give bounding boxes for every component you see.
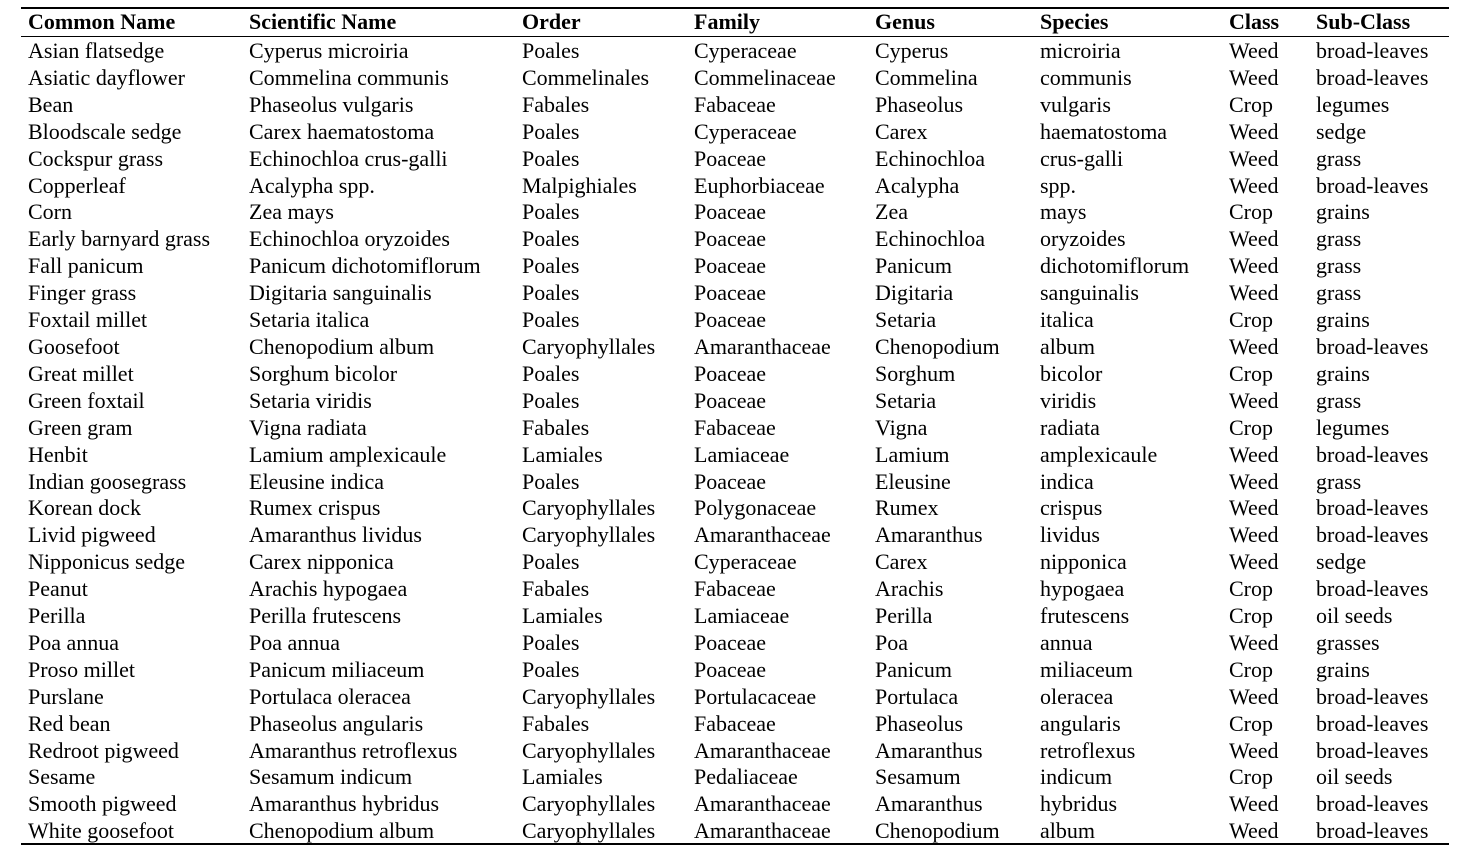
table-cell: Green gram [28, 414, 133, 440]
table-cell: Cyperus [875, 38, 949, 63]
table-cell: Caryophyllales [522, 791, 656, 817]
table-row [21, 818, 1449, 845]
table-cell: microiria [1040, 38, 1121, 63]
table-cell: Amaranthaceae [694, 737, 831, 763]
table-cell: Poales [522, 387, 580, 413]
table-cell: legumes [1316, 414, 1390, 440]
table-cell: Panicum [875, 253, 952, 279]
table-row [21, 711, 1449, 738]
table-cell: Redroot pigweed [28, 737, 179, 763]
table-cell: Caryophyllales [522, 737, 656, 763]
table-cell: Lamiales [522, 603, 603, 629]
table-cell: Acalypha [875, 172, 960, 198]
table-cell: Eleusine indica [249, 468, 385, 494]
table-cell: Poales [522, 253, 580, 279]
table-cell: Crop [1229, 199, 1273, 225]
table-cell: indicum [1040, 764, 1113, 790]
table-cell: Livid pigweed [28, 522, 156, 548]
table-cell: Echinochloa crus-galli [249, 145, 448, 171]
table-cell: Commelinales [522, 64, 650, 90]
table-row [21, 36, 1449, 65]
table-cell: Fabales [522, 576, 590, 602]
table-cell: Poaceae [694, 145, 767, 171]
table-cell: Copperleaf [28, 172, 126, 198]
table-cell: Perilla frutescens [249, 603, 402, 629]
table-cell: Caryophyllales [522, 522, 656, 548]
table-row [21, 334, 1449, 361]
table-cell: indica [1040, 468, 1094, 494]
table-cell: Sorghum [875, 360, 956, 386]
table-cell: sedge [1316, 549, 1367, 575]
table-cell: Setaria viridis [249, 387, 372, 413]
table-row [21, 738, 1449, 765]
table-row [21, 199, 1449, 226]
table-cell: Early barnyard grass [28, 226, 211, 252]
table-cell: oleracea [1040, 683, 1114, 709]
table-cell: Poa annua [249, 629, 341, 655]
table-cell: haematostoma [1040, 118, 1168, 144]
table-cell: grasses [1316, 629, 1380, 655]
table-row [21, 415, 1449, 442]
table-cell: Poaceae [694, 656, 767, 682]
table-cell: Malpighiales [522, 172, 637, 198]
table-cell: grains [1316, 307, 1370, 333]
table-cell: legumes [1316, 91, 1390, 117]
table-cell: Vigna [875, 414, 928, 440]
table-cell: Sesame [28, 764, 96, 790]
table-cell: Panicum dichotomiflorum [249, 253, 481, 279]
column-header: Species [1040, 9, 1109, 34]
table-cell: Arachis [875, 576, 944, 602]
table-cell: sedge [1316, 118, 1367, 144]
table-cell: hypogaea [1040, 576, 1125, 602]
table-cell: broad-leaves [1316, 38, 1429, 63]
table-cell: broad-leaves [1316, 710, 1429, 736]
table-cell: oil seeds [1316, 764, 1393, 790]
table-cell: Crop [1229, 710, 1273, 736]
table-cell: Purslane [28, 683, 104, 709]
table-cell: lividus [1040, 522, 1100, 548]
table-cell: Crop [1229, 656, 1273, 682]
table-cell: Chenopodium [875, 333, 1000, 359]
table-cell: Weed [1229, 172, 1279, 198]
table-cell: miliaceum [1040, 656, 1133, 682]
table-cell: Weed [1229, 683, 1279, 709]
table-cell: Poales [522, 549, 580, 575]
table-cell: Lamium [875, 441, 950, 467]
table-header-row [21, 6, 1449, 36]
table-cell: vulgaris [1040, 91, 1111, 117]
table-cell: Amaranthaceae [694, 333, 831, 359]
table-cell: Caryophyllales [522, 495, 656, 521]
table-cell: Lamiaceae [694, 441, 790, 467]
table-cell: Polygonaceae [694, 495, 817, 521]
table-row [21, 495, 1449, 522]
table-cell: Weed [1229, 333, 1279, 359]
table-cell: Crop [1229, 603, 1273, 629]
table-cell: Amaranthus lividus [249, 522, 422, 548]
table-cell: Chenopodium album [249, 333, 435, 359]
table-cell: Perilla [28, 603, 86, 629]
table-cell: Weed [1229, 226, 1279, 252]
table-cell: Poaceae [694, 226, 767, 252]
column-header: Class [1229, 9, 1280, 34]
table-cell: Setaria italica [249, 307, 370, 333]
table-row [21, 764, 1449, 791]
table-cell: Fall panicum [28, 253, 144, 279]
table-cell: grass [1316, 387, 1362, 413]
table-cell: Weed [1229, 737, 1279, 763]
table-cell: broad-leaves [1316, 683, 1429, 709]
table-cell: sanguinalis [1040, 280, 1139, 306]
table-cell: angularis [1040, 710, 1121, 736]
table-cell: Setaria [875, 387, 937, 413]
table-cell: Weed [1229, 468, 1279, 494]
table-cell: mays [1040, 199, 1087, 225]
table-cell: Vigna radiata [249, 414, 367, 440]
table-row [21, 92, 1449, 119]
table-cell: Carex [875, 549, 928, 575]
table-cell: grains [1316, 360, 1370, 386]
table-cell: Finger grass [28, 280, 137, 306]
table-cell: Zea [875, 199, 908, 225]
table-cell: Fabales [522, 91, 590, 117]
table-row [21, 226, 1449, 253]
table-cell: Zea mays [249, 199, 334, 225]
table-row [21, 388, 1449, 415]
table-cell: Weed [1229, 549, 1279, 575]
table-cell: Amaranthus [875, 522, 983, 548]
table-cell: Poaceae [694, 360, 767, 386]
table-cell: White goosefoot [28, 818, 175, 844]
table-cell: Red bean [28, 710, 111, 736]
table-cell: Amaranthaceae [694, 818, 831, 844]
table-cell: oryzoides [1040, 226, 1126, 252]
table-body [21, 36, 1449, 845]
table-cell: broad-leaves [1316, 818, 1429, 844]
table-cell: Poa [875, 629, 908, 655]
table-cell: bicolor [1040, 360, 1103, 386]
table-cell: radiata [1040, 414, 1100, 440]
table-cell: spp. [1040, 172, 1077, 198]
table-row [21, 280, 1449, 307]
table-cell: retroflexus [1040, 737, 1136, 763]
table-cell: Poales [522, 145, 580, 171]
column-header: Family [694, 9, 760, 34]
table-cell: Lamiales [522, 764, 603, 790]
table-cell: Portulaca [875, 683, 959, 709]
table-cell: Digitaria [875, 280, 954, 306]
table-cell: Weed [1229, 387, 1279, 413]
table-cell: oil seeds [1316, 603, 1393, 629]
table-cell: Cockspur grass [28, 145, 164, 171]
table-row [21, 469, 1449, 496]
table-cell: broad-leaves [1316, 576, 1429, 602]
table-cell: Poaceae [694, 387, 767, 413]
table-cell: Acalypha spp. [249, 172, 375, 198]
column-header: Scientific Name [249, 9, 397, 34]
table-cell: Crop [1229, 414, 1273, 440]
table-row [21, 361, 1449, 388]
table-cell: grains [1316, 199, 1370, 225]
table-cell: Weed [1229, 253, 1279, 279]
table-cell: viridis [1040, 387, 1097, 413]
table-cell: Sesamum indicum [249, 764, 413, 790]
table-cell: hybridus [1040, 791, 1117, 817]
table-cell: Chenopodium album [249, 818, 435, 844]
table-cell: Poaceae [694, 253, 767, 279]
table-cell: Commelinaceae [694, 64, 836, 90]
table-cell: Caryophyllales [522, 683, 656, 709]
table-cell: Poales [522, 199, 580, 225]
table-cell: Lamium amplexicaule [249, 441, 447, 467]
table-cell: Great millet [28, 360, 134, 386]
table-cell: Fabaceae [694, 91, 776, 117]
table-cell: broad-leaves [1316, 64, 1429, 90]
table-cell: broad-leaves [1316, 172, 1429, 198]
table-cell: Poaceae [694, 307, 767, 333]
table-cell: nipponica [1040, 549, 1127, 575]
table-cell: Phaseolus [875, 91, 963, 117]
table-cell: Portulacaceae [694, 683, 817, 709]
table-cell: Perilla [875, 603, 933, 629]
table-cell: Phaseolus angularis [249, 710, 424, 736]
table-cell: Weed [1229, 629, 1279, 655]
table-cell: Panicum miliaceum [249, 656, 425, 682]
table-cell: Poales [522, 468, 580, 494]
table-cell: grains [1316, 656, 1370, 682]
table-cell: Carex haematostoma [249, 118, 435, 144]
table-cell: Poaceae [694, 468, 767, 494]
table-cell: Phaseolus [875, 710, 963, 736]
table-cell: amplexicaule [1040, 441, 1158, 467]
table-cell: Fabales [522, 414, 590, 440]
table-cell: Bloodscale sedge [28, 118, 182, 144]
table-cell: Eleusine [875, 468, 951, 494]
table-cell: Amaranthus [875, 791, 983, 817]
table-cell: Cyperus microiria [249, 38, 409, 63]
table-row [21, 253, 1449, 280]
table-cell: Corn [28, 199, 72, 225]
table-cell: grass [1316, 145, 1362, 171]
table-cell: dichotomiflorum [1040, 253, 1190, 279]
table-cell: grass [1316, 253, 1362, 279]
table-cell: crus-galli [1040, 145, 1124, 171]
table-row [21, 684, 1449, 711]
table-cell: Poaceae [694, 199, 767, 225]
table-cell: Nipponicus sedge [28, 549, 186, 575]
table-cell: Weed [1229, 145, 1279, 171]
table-row [21, 603, 1449, 630]
table-cell: Commelina communis [249, 64, 449, 90]
table-row [21, 657, 1449, 684]
table-cell: communis [1040, 64, 1132, 90]
table-cell: Caryophyllales [522, 333, 656, 359]
table-cell: Poales [522, 307, 580, 333]
table-cell: Crop [1229, 91, 1273, 117]
table-cell: Weed [1229, 280, 1279, 306]
column-header: Genus [875, 9, 935, 34]
table-cell: grass [1316, 468, 1362, 494]
table-row [21, 630, 1449, 657]
table-cell: broad-leaves [1316, 441, 1429, 467]
table-cell: Fabaceae [694, 710, 776, 736]
table-cell: Poales [522, 656, 580, 682]
table-cell: Fabales [522, 710, 590, 736]
table-row [21, 65, 1449, 92]
table-cell: Poa annua [28, 629, 120, 655]
table-cell: Panicum [875, 656, 952, 682]
table-cell: Poales [522, 360, 580, 386]
table-row [21, 307, 1449, 334]
table-cell: Poaceae [694, 629, 767, 655]
table-cell: Rumex crispus [249, 495, 381, 521]
table-cell: Amaranthus hybridus [249, 791, 440, 817]
table-row [21, 119, 1449, 146]
table-cell: Bean [28, 91, 74, 117]
table-cell: grass [1316, 226, 1362, 252]
table-cell: Crop [1229, 576, 1273, 602]
table-cell: Poales [522, 629, 580, 655]
table-cell: broad-leaves [1316, 791, 1429, 817]
table-cell: Cyperaceae [694, 38, 797, 63]
table-cell: Pedaliaceae [694, 764, 798, 790]
table-cell: Lamiaceae [694, 603, 790, 629]
table-cell: Weed [1229, 64, 1279, 90]
table-cell: Proso millet [28, 656, 135, 682]
table-cell: broad-leaves [1316, 333, 1429, 359]
table-cell: Fabaceae [694, 414, 776, 440]
table-cell: Caryophyllales [522, 818, 656, 844]
column-header: Common Name [28, 9, 176, 34]
table-cell: Weed [1229, 38, 1279, 63]
table-row [21, 549, 1449, 576]
table-cell: Poales [522, 38, 580, 63]
table-cell: broad-leaves [1316, 737, 1429, 763]
table-cell: annua [1040, 629, 1093, 655]
table-cell: Fabaceae [694, 576, 776, 602]
table-row [21, 173, 1449, 200]
taxonomy-table-container [21, 6, 1449, 845]
table-cell: Chenopodium [875, 818, 1000, 844]
table-row [21, 791, 1449, 818]
table-cell: Amaranthaceae [694, 522, 831, 548]
table-cell: Sesamum [875, 764, 961, 790]
table-cell: Weed [1229, 522, 1279, 548]
table-cell: Peanut [28, 576, 88, 602]
table-cell: Crop [1229, 764, 1273, 790]
table-cell: Foxtail millet [28, 307, 148, 333]
table-cell: Asiatic dayflower [28, 64, 185, 90]
table-cell: Rumex [875, 495, 939, 521]
column-header: Order [522, 9, 581, 34]
table-cell: Weed [1229, 791, 1279, 817]
table-cell: Poales [522, 226, 580, 252]
table-cell: album [1040, 818, 1095, 844]
table-cell: Weed [1229, 441, 1279, 467]
table-row [21, 442, 1449, 469]
table-cell: Echinochloa [875, 226, 985, 252]
table-cell: Indian goosegrass [28, 468, 187, 494]
table-cell: Carex [875, 118, 928, 144]
table-cell: Cyperaceae [694, 118, 797, 144]
table-row [21, 522, 1449, 549]
table-cell: Korean dock [28, 495, 142, 521]
table-cell: Euphorbiaceae [694, 172, 825, 198]
table-cell: Amaranthus [875, 737, 983, 763]
table-cell: Setaria [875, 307, 937, 333]
table-cell: Asian flatsedge [28, 38, 165, 63]
table-cell: Henbit [28, 441, 88, 467]
table-cell: album [1040, 333, 1095, 359]
table-row [21, 146, 1449, 173]
table-cell: Weed [1229, 818, 1279, 844]
table-cell: crispus [1040, 495, 1103, 521]
table-cell: Crop [1229, 360, 1273, 386]
table-cell: Poales [522, 118, 580, 144]
table-cell: Smooth pigweed [28, 791, 177, 817]
table-cell: Poaceae [694, 280, 767, 306]
table-cell: Carex nipponica [249, 549, 394, 575]
table-cell: Crop [1229, 307, 1273, 333]
table-cell: Amaranthus retroflexus [249, 737, 458, 763]
table-cell: Echinochloa [875, 145, 985, 171]
table-cell: Amaranthaceae [694, 791, 831, 817]
table-cell: Lamiales [522, 441, 603, 467]
table-cell: broad-leaves [1316, 495, 1429, 521]
table-cell: Weed [1229, 118, 1279, 144]
table-cell: Digitaria sanguinalis [249, 280, 432, 306]
column-header: Sub-Class [1316, 9, 1411, 34]
table-cell: Cyperaceae [694, 549, 797, 575]
table-cell: Echinochloa oryzoides [249, 226, 450, 252]
table-cell: italica [1040, 307, 1094, 333]
table-cell: Poales [522, 280, 580, 306]
table-cell: Commelina [875, 64, 978, 90]
table-cell: grass [1316, 280, 1362, 306]
table-row [21, 576, 1449, 603]
table-cell: Portulaca oleracea [249, 683, 411, 709]
table-cell: Goosefoot [28, 333, 120, 359]
table-cell: broad-leaves [1316, 522, 1429, 548]
table-cell: Arachis hypogaea [249, 576, 408, 602]
table-cell: Green foxtail [28, 387, 145, 413]
table-cell: Weed [1229, 495, 1279, 521]
table-cell: frutescens [1040, 603, 1130, 629]
table-cell: Phaseolus vulgaris [249, 91, 414, 117]
taxonomy-table [21, 6, 1449, 845]
table-cell: Sorghum bicolor [249, 360, 398, 386]
